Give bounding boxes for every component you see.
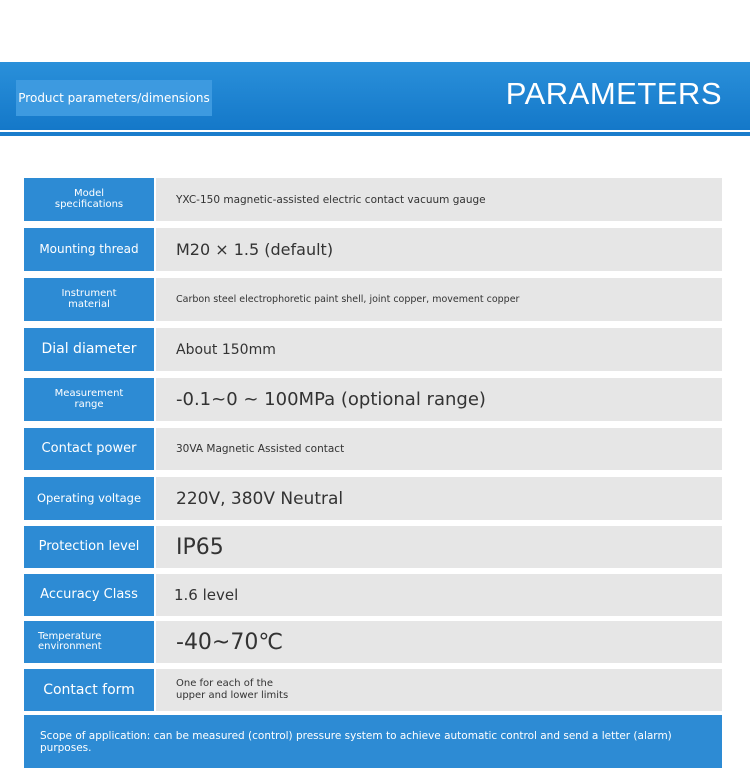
header-underline <box>0 132 750 136</box>
param-label: Dial diameter <box>24 328 154 371</box>
param-value: One for each of the upper and lower limits <box>156 669 722 711</box>
param-label: Mounting thread <box>24 228 154 271</box>
param-value: YXC-150 magnetic-assisted electric contact vacuum gauge <box>156 178 722 221</box>
param-row-temperature <box>24 621 722 663</box>
param-value: 30VA Magnetic Assisted contact <box>156 428 722 470</box>
param-label: Temperature environment <box>24 621 154 663</box>
param-value: 1.6 level <box>156 574 722 616</box>
page-title: PARAMETERS <box>505 76 722 111</box>
param-value: About 150mm <box>156 328 722 371</box>
param-row-thread <box>24 228 722 271</box>
param-value: -0.1~0 ~ 100MPa (optional range) <box>156 378 722 421</box>
param-row-protection <box>24 526 722 568</box>
param-row-model <box>24 178 722 221</box>
param-row-contact-form <box>24 669 722 711</box>
param-row-accuracy <box>24 574 722 616</box>
param-value: 220V, 380V Neutral <box>156 477 722 520</box>
param-value: -40~70℃ <box>156 621 722 663</box>
param-row-material <box>24 278 722 321</box>
param-label: Contact power <box>24 428 154 470</box>
param-label: Contact form <box>24 669 154 711</box>
param-row-contact-power <box>24 428 722 470</box>
param-row-dial <box>24 328 722 371</box>
param-row-range <box>24 378 722 421</box>
param-row-voltage <box>24 477 722 520</box>
param-label: Protection level <box>24 526 154 568</box>
scope-of-application: Scope of application: can be measured (control) pressure system to achieve automatic control and send a letter (alarm) purposes. <box>24 715 722 768</box>
param-label: Operating voltage <box>24 477 154 520</box>
param-label: Measurement range <box>24 378 154 421</box>
param-label: Accuracy Class <box>24 574 154 616</box>
param-label: Instrument material <box>24 278 154 321</box>
param-value: Carbon steel electrophoretic paint shell, joint copper, movement copper <box>156 278 722 321</box>
section-tag: Product parameters/dimensions <box>16 80 212 116</box>
param-value: IP65 <box>156 526 722 568</box>
param-label: Model specifications <box>24 178 154 221</box>
param-value: M20 × 1.5 (default) <box>156 228 722 271</box>
